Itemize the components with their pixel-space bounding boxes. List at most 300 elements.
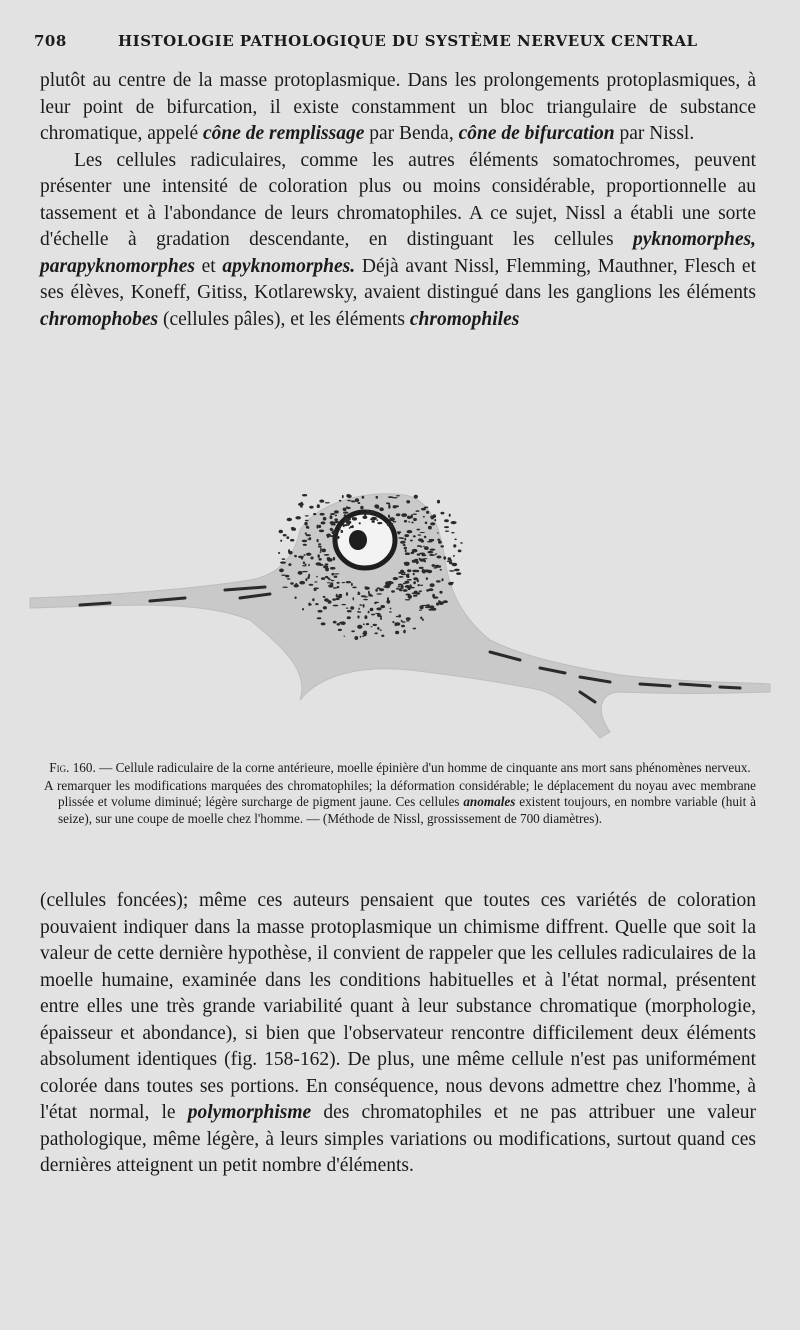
text-run: A remarquer les modifications marquées des chromatophiles; la déformation considérable; le déplacement du noyau avec membrane plissée et volume diminué; légère surcharge de pigment jaune. Ces cellules: [44, 777, 756, 809]
granule: [407, 516, 412, 519]
granule: [398, 585, 400, 587]
granule: [344, 524, 348, 526]
granule: [451, 532, 454, 533]
granule: [333, 605, 339, 607]
granule: [386, 502, 390, 504]
granule: [346, 592, 348, 596]
granule: [323, 517, 327, 521]
granule: [403, 544, 406, 546]
granule: [423, 546, 425, 547]
figure-160-illustration: [20, 470, 780, 750]
granule: [310, 557, 313, 560]
granule: [359, 604, 362, 606]
page-number: 708: [34, 32, 67, 50]
granule: [302, 608, 304, 611]
granule: [304, 522, 307, 526]
text-run: Déjà avant Nissl, Flemming, Mauthner, Flesch et ses élèves, Koneff, Gitiss, Kotlarewsky, avaient distingué dans les ganglions les éléments: [40, 255, 756, 303]
granule: [418, 584, 420, 586]
granule: [447, 561, 451, 563]
granule: [324, 554, 330, 556]
granule: [374, 602, 379, 604]
granule: [337, 595, 342, 598]
granule: [456, 572, 461, 575]
figure-label: Fig. 160.: [49, 760, 96, 775]
granule: [325, 576, 328, 578]
granule: [279, 569, 284, 573]
granule: [350, 606, 354, 609]
granule: [441, 578, 443, 581]
granule: [396, 616, 399, 618]
text-run: existent toujours, en nombre variable (huit à seize), sur une coupe de moelle chez l'homme. — (Méthode de Nissl, grossissement de 700 diamètres).: [58, 794, 757, 826]
granule: [302, 571, 308, 572]
granule-streak: [720, 687, 740, 688]
granule: [317, 539, 319, 542]
granule: [437, 556, 442, 559]
granule: [377, 522, 382, 524]
granule-streak: [680, 684, 710, 686]
granule: [366, 623, 369, 625]
granule: [401, 574, 406, 575]
granule: [400, 541, 406, 544]
granule: [328, 579, 331, 580]
granule: [305, 578, 307, 581]
granule-streak: [80, 603, 110, 605]
running-head: [34, 30, 734, 56]
granule: [450, 559, 452, 561]
granule: [454, 569, 460, 572]
granule: [287, 578, 291, 579]
granule: [449, 570, 455, 572]
granule: [317, 617, 322, 619]
granule: [318, 546, 322, 548]
granule: [426, 577, 428, 580]
granule: [360, 506, 363, 510]
granule: [422, 618, 424, 621]
granule: [309, 506, 313, 509]
italic-term: pyknomorphes, parapyknomorphes: [40, 229, 756, 277]
granule: [413, 595, 417, 597]
granule: [320, 513, 325, 516]
granule: [411, 522, 414, 524]
granule: [317, 504, 320, 508]
granule: [298, 503, 304, 506]
granule: [418, 538, 423, 541]
granule: [362, 516, 367, 519]
granule: [434, 519, 436, 522]
granule: [422, 569, 425, 573]
granule: [359, 522, 361, 524]
granule: [322, 549, 326, 553]
granule: [375, 589, 378, 592]
granule: [342, 495, 344, 498]
granule: [429, 554, 434, 556]
italic-term: cône de bifurcation: [458, 123, 615, 144]
granule: [451, 521, 457, 524]
granule: [430, 583, 435, 587]
granule: [428, 609, 433, 611]
granule: [428, 526, 432, 530]
granule: [330, 515, 333, 519]
granule: [352, 518, 357, 521]
granule: [325, 568, 329, 571]
granule: [344, 514, 347, 517]
italic-term: anomales: [463, 794, 516, 809]
granule: [294, 555, 297, 557]
granule: [331, 573, 334, 576]
granule: [334, 543, 337, 545]
granule: [391, 526, 393, 530]
granule: [358, 502, 361, 504]
granule: [308, 527, 310, 529]
granule: [371, 626, 373, 627]
granule: [334, 521, 339, 523]
italic-term: polymorphisme: [187, 1102, 312, 1123]
granule: [376, 607, 381, 610]
granule: [334, 518, 338, 521]
granule: [443, 556, 446, 559]
granule: [295, 583, 297, 587]
granule: [410, 584, 412, 587]
body-text-top: [40, 68, 756, 333]
granule: [416, 529, 420, 531]
granule: [370, 608, 374, 612]
granule: [320, 551, 322, 553]
granule: [437, 539, 440, 541]
granule: [337, 623, 341, 626]
granule: [318, 554, 320, 558]
granule: [440, 512, 444, 515]
granule: [413, 577, 418, 580]
granule: [413, 581, 416, 584]
granule: [392, 621, 394, 623]
granule: [388, 515, 390, 518]
granule: [358, 611, 361, 612]
granule: [368, 591, 370, 594]
granule: [431, 516, 436, 518]
granule: [423, 516, 425, 518]
granule: [402, 621, 406, 623]
granule: [391, 590, 395, 592]
granule: [379, 507, 384, 511]
granule: [420, 617, 422, 620]
granule: [404, 562, 410, 566]
granule: [452, 563, 458, 566]
granule: [407, 575, 410, 578]
granule: [388, 505, 390, 509]
granule: [390, 608, 392, 610]
granule: [430, 549, 436, 551]
granule: [387, 524, 392, 526]
granule: [344, 636, 346, 637]
granule: [288, 563, 291, 566]
granule: [400, 585, 403, 588]
granule: [285, 575, 289, 578]
text-run: Les cellules radiculaires, comme les autres éléments somatochromes, peuvent présenter une intensité de coloration plus ou moins considérable, proportionnelle au tassement et à l'abondance de leurs chromatophiles. A ce sujet, Nissl a établi une sorte d'échelle à gradation descendante, en distinguant les cellules: [40, 149, 756, 250]
granule: [327, 582, 331, 583]
granule: [330, 528, 333, 531]
granule: [374, 504, 379, 508]
granule: [331, 535, 334, 537]
granule: [391, 523, 393, 524]
granule: [308, 564, 310, 567]
granule: [282, 558, 286, 560]
granule: [419, 567, 424, 569]
granule: [440, 569, 442, 571]
granule: [404, 538, 406, 541]
granule: [410, 587, 415, 588]
granule: [410, 540, 413, 542]
granule: [280, 540, 282, 542]
granule: [371, 517, 377, 520]
granule: [430, 522, 435, 525]
granule: [372, 510, 375, 513]
granule: [405, 552, 410, 555]
granule: [398, 572, 404, 574]
granule: [412, 570, 417, 573]
granule: [343, 508, 347, 512]
granule: [433, 567, 437, 568]
granule: [419, 532, 425, 533]
granule: [321, 622, 326, 625]
granule: [300, 506, 303, 508]
granule: [376, 593, 382, 594]
granule: [387, 597, 389, 601]
granule: [328, 584, 333, 587]
text-run: par Nissl.: [614, 123, 695, 144]
granule: [413, 514, 417, 515]
granule: [303, 544, 307, 546]
granule: [317, 525, 319, 529]
figure-title: — Cellule radiculaire de la corne antérieure, moelle épinière d'un homme de cinquante ans mort sans phénomènes nerveux.: [95, 760, 751, 775]
granule: [319, 500, 324, 503]
granule: [319, 530, 324, 533]
granule: [316, 562, 322, 565]
granule: [323, 606, 327, 609]
granule: [298, 556, 304, 559]
granule: [433, 608, 436, 610]
granule: [279, 530, 283, 534]
granule: [420, 585, 423, 586]
italic-term: chromophobes: [40, 308, 159, 330]
italic-term: apyknomorphes.: [222, 255, 356, 277]
granule: [316, 576, 318, 578]
granule: [321, 521, 326, 524]
granule: [367, 510, 369, 513]
granule: [346, 494, 350, 498]
running-title: HISTOLOGIE PATHOLOGIQUE DU SYSTÈME NERVEUX CENTRAL: [118, 32, 698, 50]
granule: [305, 515, 309, 516]
granule: [436, 602, 439, 605]
granule: [339, 500, 342, 502]
granule: [303, 561, 305, 564]
granule: [350, 526, 354, 528]
granule: [289, 551, 292, 553]
granule: [341, 604, 346, 605]
granule: [374, 603, 376, 604]
granule: [428, 588, 433, 591]
granule: [313, 513, 316, 515]
caption-title-line: [44, 760, 756, 777]
text-run: plutôt au centre de la masse protoplasmique. Dans les prolongements protoplasmiques, à leur point de bifurcation, il existe constamment un bloc triangulaire de substance chromatique, appelé: [40, 70, 756, 144]
granule: [453, 555, 455, 557]
granule: [406, 617, 411, 620]
granule: [334, 576, 338, 578]
granule: [341, 530, 344, 533]
granule: [347, 500, 351, 502]
granule: [380, 617, 382, 620]
granule: [405, 599, 411, 600]
granule: [308, 604, 312, 606]
granule: [427, 541, 433, 543]
granule: [427, 570, 432, 573]
granule: [323, 596, 326, 598]
granule: [376, 519, 378, 521]
granule: [280, 561, 286, 563]
granule: [287, 518, 292, 522]
granule: [334, 573, 340, 574]
text-run: des chromatophiles et ne pas attribuer une valeur pathologique, même légère, à leurs simples variations ou modifications, surtout quand ces dernières atteignent un petit nombre d'éléments.: [40, 1102, 756, 1176]
granule: [401, 513, 407, 517]
text-run: (cellules pâles), et les éléments: [158, 308, 410, 330]
granule: [414, 591, 418, 593]
granule: [460, 542, 463, 543]
granule: [404, 534, 409, 537]
granule: [282, 587, 288, 588]
granule: [345, 519, 350, 522]
figure-caption: [44, 760, 756, 827]
granule: [295, 596, 297, 599]
granule: [389, 611, 392, 612]
granule: [408, 595, 412, 599]
granule: [404, 581, 409, 584]
granule: [376, 496, 379, 499]
granule: [444, 519, 449, 522]
granule: [377, 627, 379, 630]
granule: [323, 565, 328, 568]
granule: [333, 545, 335, 548]
granule: [358, 608, 360, 610]
granule: [393, 505, 397, 508]
granule: [325, 502, 330, 503]
granule: [419, 553, 425, 555]
granule: [337, 586, 340, 588]
granule: [351, 516, 353, 518]
granule: [404, 520, 407, 523]
granule: [413, 573, 415, 576]
granule: [406, 620, 410, 621]
granule: [449, 514, 451, 517]
granule: [362, 633, 367, 634]
granule: [419, 559, 425, 562]
granule: [283, 534, 287, 536]
granule: [346, 581, 352, 583]
granule: [427, 551, 433, 554]
granule: [362, 496, 365, 499]
granule: [419, 590, 422, 592]
granule: [413, 535, 416, 537]
granule: [363, 623, 365, 625]
granule: [406, 500, 410, 503]
granule: [405, 585, 411, 588]
granule: [352, 587, 357, 589]
granule: [333, 621, 337, 624]
granule: [315, 603, 318, 605]
granule: [325, 563, 329, 565]
granule: [377, 614, 381, 617]
granule: [330, 521, 335, 524]
granule: [346, 506, 348, 508]
granule: [331, 580, 334, 581]
granule: [401, 537, 404, 539]
granule: [302, 565, 307, 566]
granule: [314, 588, 317, 592]
granule: [298, 571, 303, 575]
granule: [340, 621, 345, 625]
text-run: et: [194, 255, 223, 277]
granule: [420, 605, 424, 609]
paragraph-1: [40, 68, 756, 148]
granule: [432, 564, 436, 567]
body-text-bottom: [40, 888, 756, 1180]
granule: [353, 597, 355, 600]
granule: [405, 549, 407, 552]
granule: [351, 630, 355, 632]
granule: [379, 629, 381, 630]
granule: [312, 598, 314, 601]
granule: [365, 586, 367, 588]
granule: [327, 558, 333, 562]
granule: [395, 631, 399, 634]
granule: [364, 615, 367, 619]
granule: [302, 494, 307, 496]
granule: [416, 510, 420, 512]
granule: [331, 531, 336, 534]
granule: [309, 537, 311, 540]
text-run: par Benda,: [364, 123, 459, 144]
granule: [398, 588, 402, 590]
granule: [414, 559, 418, 561]
granule: [424, 536, 427, 538]
granule: [426, 604, 430, 606]
granule: [333, 587, 337, 589]
granule: [383, 586, 388, 588]
granule: [424, 546, 429, 550]
granule: [414, 495, 418, 499]
granule: [334, 510, 339, 513]
granule: [372, 520, 375, 523]
granule: [398, 584, 403, 586]
granule: [330, 567, 336, 570]
granule: [324, 598, 329, 602]
granule: [376, 514, 378, 517]
italic-term: chromophiles: [409, 308, 520, 330]
granule: [454, 539, 457, 541]
granule: [354, 636, 358, 640]
granule: [404, 547, 407, 550]
granule: [407, 579, 412, 581]
granule: [286, 536, 289, 539]
granule: [326, 534, 331, 538]
granule: [318, 610, 323, 613]
granule: [397, 532, 400, 534]
granule: [393, 577, 398, 580]
granule: [346, 608, 349, 609]
granule: [302, 540, 308, 543]
granule: [303, 554, 305, 556]
granule: [396, 513, 401, 516]
granule: [426, 511, 429, 514]
nerve-cell-drawing: [20, 470, 780, 750]
